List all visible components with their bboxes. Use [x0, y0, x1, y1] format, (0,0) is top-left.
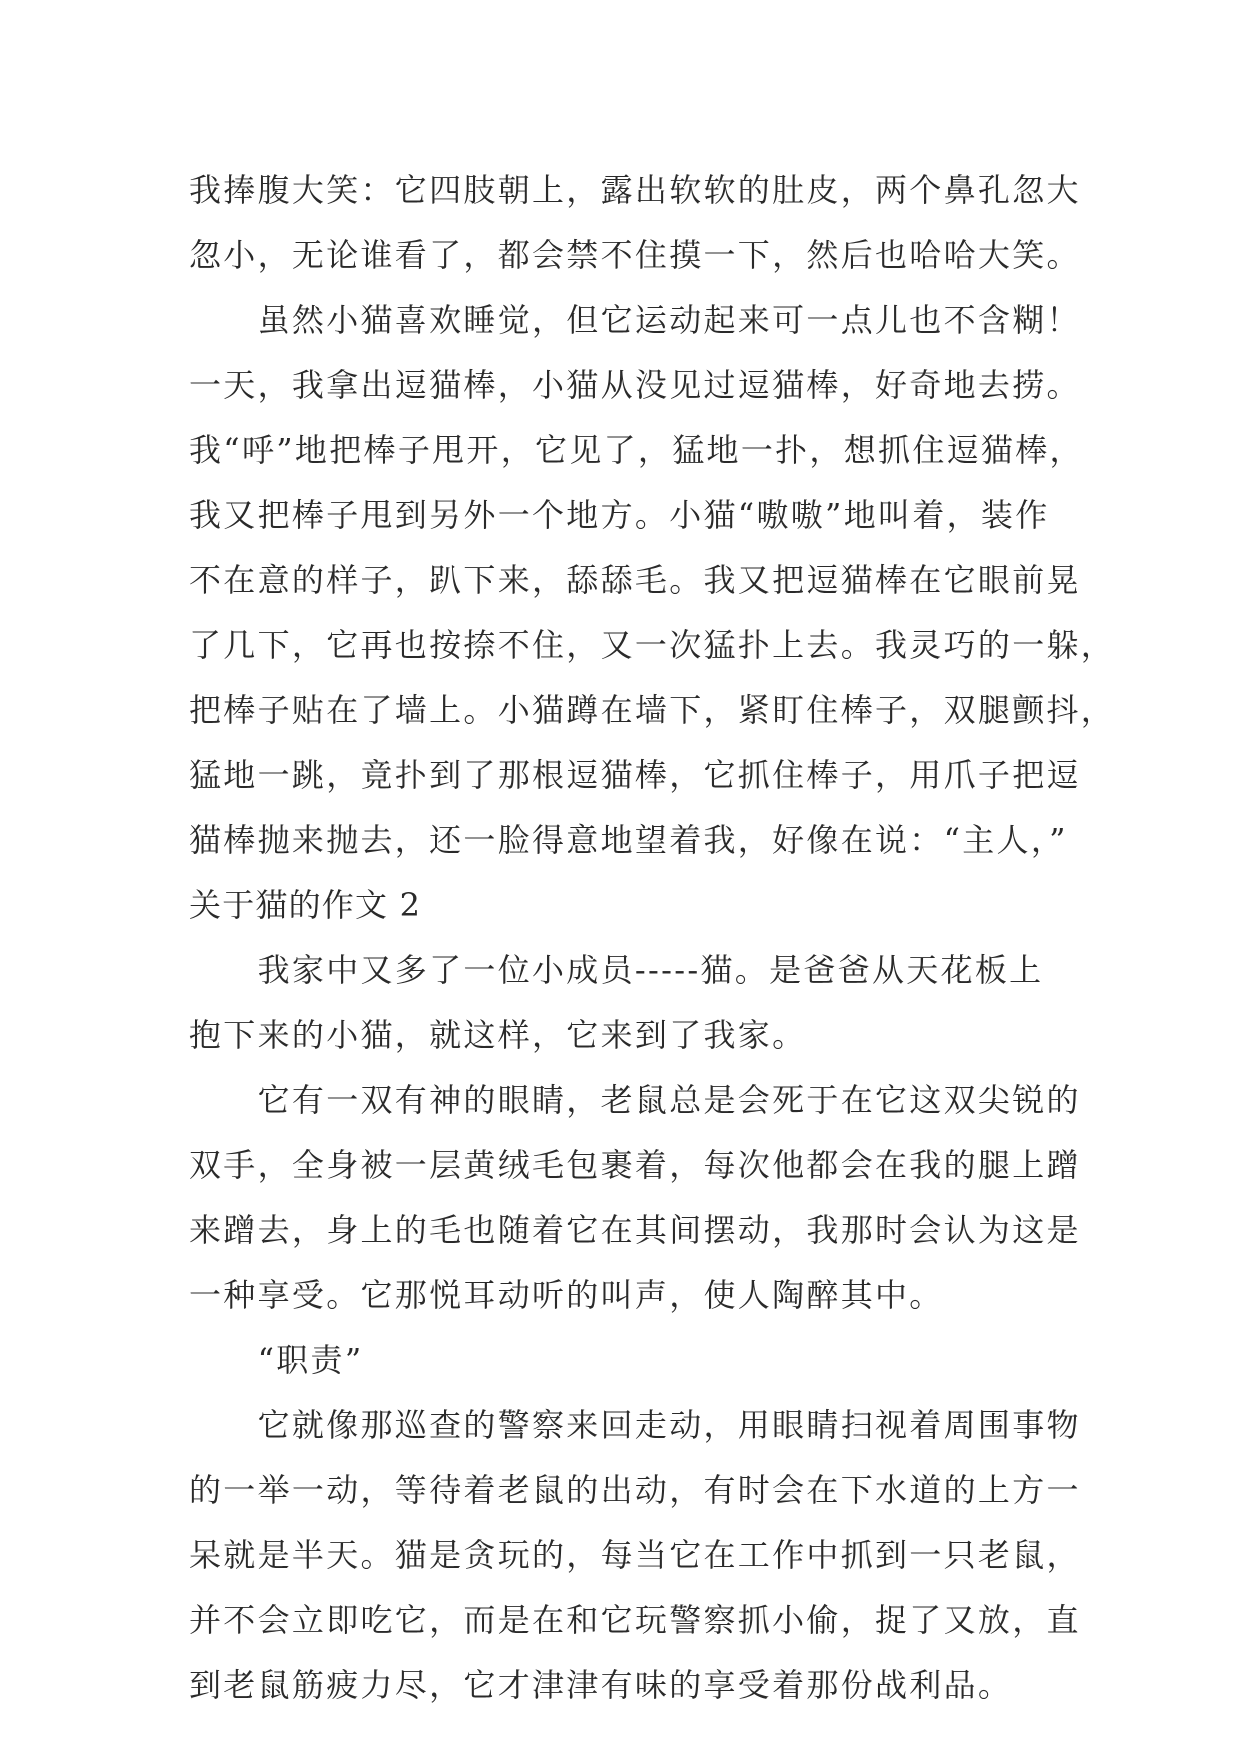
text-line: 呆就是半天。猫是贪玩的，每当它在工作中抓到一只老鼠， [189, 1536, 1081, 1574]
text-line: 不在意的样子，趴下来，舔舔毛。我又把逗猫棒在它眼前晃 [189, 561, 1081, 599]
text-line: 来蹭去，身上的毛也随着它在其间摆动，我那时会认为这是 [189, 1211, 1081, 1249]
subheading: “职责” [189, 1341, 364, 1379]
text-line: 我“呼”地把棒子甩开，它见了，猛地一扑，想抓住逗猫棒， [189, 431, 1084, 469]
text-line: 一天，我拿出逗猫棒，小猫从没见过逗猫棒，好奇地去捞。 [189, 366, 1081, 404]
text-line: 猫棒抛来抛去，还一脸得意地望着我，好像在说：“主人，” [189, 821, 1068, 859]
essay-text [189, 158, 1116, 1718]
text-line: 它就像那巡查的警察来回走动，用眼睛扫视着周围事物 [189, 1406, 1081, 1444]
text-line: 一种享受。它那悦耳动听的叫声，使人陶醉其中。 [189, 1276, 944, 1314]
text-line: 我捧腹大笑：它四肢朝上，露出软软的肚皮，两个鼻孔忽大 [189, 171, 1081, 209]
text-line: 猛地一跳，竟扑到了那根逗猫棒，它抓住棒子，用爪子把逗 [189, 756, 1081, 794]
text-line: 并不会立即吃它，而是在和它玩警察抓小偷，捉了又放，直 [189, 1601, 1081, 1639]
text-line: 到老鼠筋疲力尽，它才津津有味的享受着那份战利品。 [189, 1666, 1013, 1704]
text-line: 我又把棒子甩到另外一个地方。小猫“嗷嗷”地叫着，装作 [189, 496, 1050, 534]
text-line: 双手，全身被一层黄绒毛包裹着，每次他都会在我的腿上蹭 [189, 1146, 1081, 1184]
section-title: 关于猫的作文 2 [189, 886, 422, 924]
text-line: 忽小，无论谁看了，都会禁不住摸一下，然后也哈哈大笑。 [189, 236, 1081, 274]
text-line: 的一举一动，等待着老鼠的出动，有时会在下水道的上方一 [189, 1471, 1081, 1509]
text-line: 抱下来的小猫，就这样，它来到了我家。 [189, 1016, 807, 1054]
text-line: 我家中又多了一位小成员-----猫。是爸爸从天花板上 [189, 951, 1044, 989]
text-line: 虽然小猫喜欢睡觉，但它运动起来可一点儿也不含糊！ [189, 301, 1081, 339]
text-line: 把棒子贴在了墙上。小猫蹲在墙下，紧盯住棒子，双腿颤抖， [189, 691, 1116, 729]
text-line: 了几下，它再也按捺不住，又一次猛扑上去。我灵巧的一躲， [189, 626, 1116, 664]
text-line: 它有一双有神的眼睛，老鼠总是会死于在它这双尖锐的 [189, 1081, 1081, 1119]
